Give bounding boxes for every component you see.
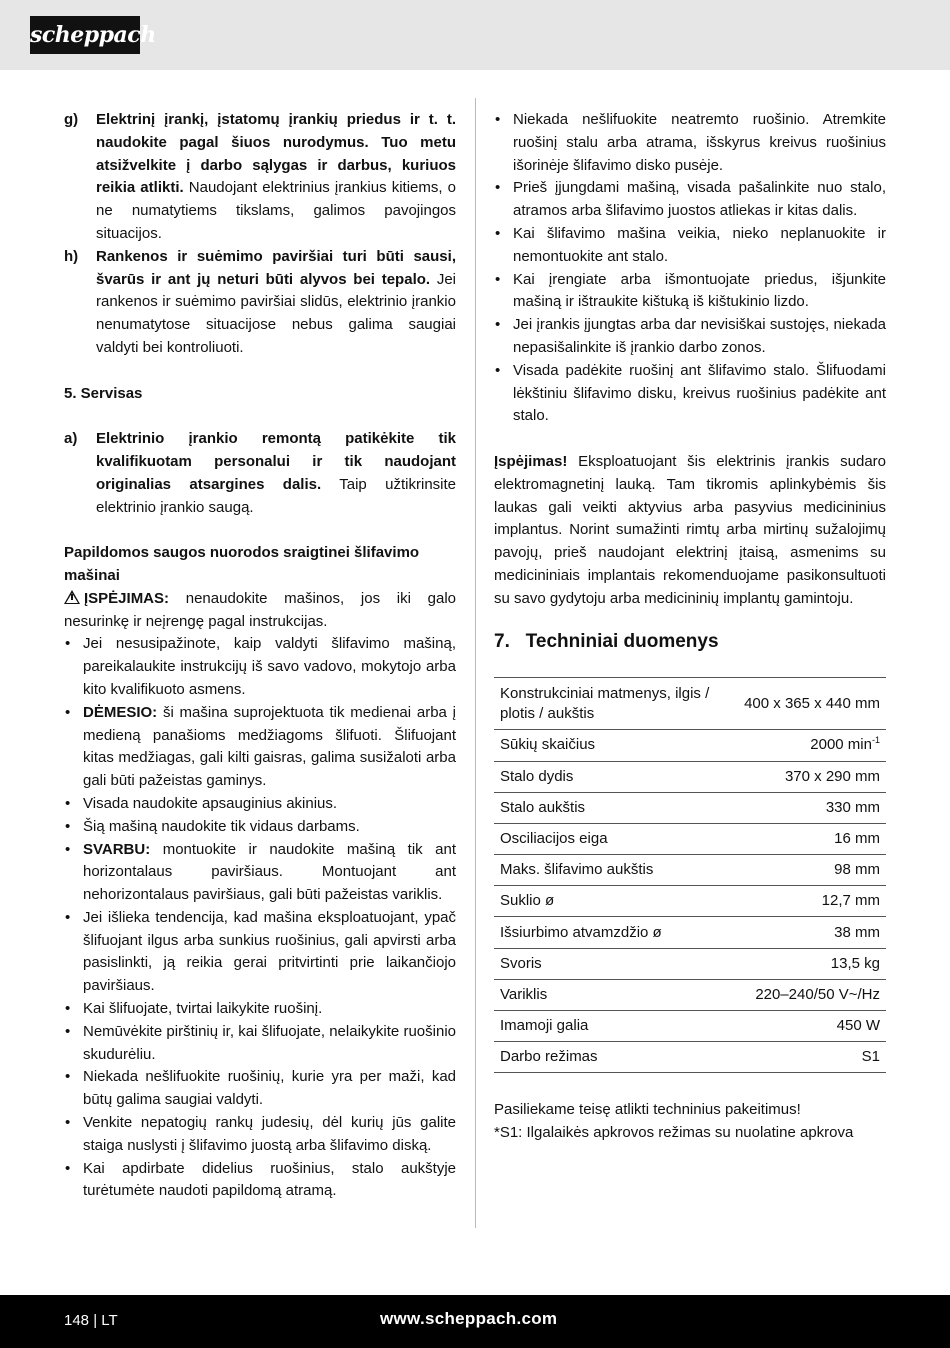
rule-a-label: a) [64,430,78,448]
list-item: • SVARBU: montuokite ir naudokite mašiną tik ant horizontalaus paviršiaus. Montuojant ant nehorizontalaus paviršiaus, gali būti pažeistas variklis. [64,839,456,907]
list-item: • Visada padėkite ruošinį ant šlifavimo stalo. Šlifuodami lėkštiniu šlifavimo disku, kreivus ruošinius padėkite ant stalo. [494,360,886,428]
table-cell-value: 13,5 kg [830,954,880,972]
tech-data-table [494,677,886,1073]
table-row [494,823,886,854]
rule-h-label: h) [64,247,79,265]
right-bullet-list [494,109,886,428]
rule-g-bold: Elektrinį įrankį, įstatomų įrankių priedus ir t. t. naudokite pagal šiuos nurodymus. Tuo metu atsižvelkite į darbo sąlygas ir darbus, kuriuos reikia atlikti. [96,111,456,197]
table-cell-label: Darbo režimas [500,1048,598,1066]
table-cell-value: 450 W [836,1017,880,1035]
column-divider [475,98,476,1228]
table-row [494,979,886,1010]
emf-notice [494,451,886,611]
list-item: • Jei išlieka tendencija, kad mašina eksploatuojant, ypač šlifuojant ilgus arba sunkius ruošinius, gali apvirsti arba pasislinkti, ją reikia gerai pritvirtinti prie laikančiojo paviršiaus. [64,907,456,998]
table-row [494,1042,886,1073]
rule-h [64,246,456,360]
table-row [494,761,886,792]
table-cell-value: 330 mm [825,798,880,816]
extra-safety-heading: Papildomos saugos nuorodos sraigtinei šlifavimo mašinai [64,544,420,584]
table-row [494,855,886,886]
rule-a [64,428,456,519]
warning-text: nenaudokite mašinos, jos iki galo nesurinkę ir neįrengę pagal instrukcijas. [64,589,456,630]
page-footer [0,1295,950,1348]
list-item: • Jei įrankis įjungtas arba dar nevisiškai sustojęs, niekada nepasišalinkite iš įrankio darbo zonos. [494,314,886,360]
rule-g-text: Naudojant elektrinius įrankius kitiems, o ne numatytiems tikslams, galimos pavojingos situacijos. [96,179,456,242]
rule-g [64,109,456,246]
warning-triangle-icon [64,590,80,604]
list-item: • Jei nesusipažinote, kaip valdyti šlifavimo mašiną, pareikalaukite instrukcijų iš savo vadovo, mokytojo arba kito kvalifikuoto asmens. [64,633,456,701]
tech-data-heading: 7. Techniniai duomenys [494,630,719,652]
table-row [494,886,886,917]
table-cell-label: Sūkių skaičius [500,736,596,754]
list-item: • Prieš įjungdami mašiną, visada pašalinkite nuo stalo, atramos arba šlifavimo juostos atliekas ir kitas dalis. [494,177,886,223]
left-column [64,109,456,1203]
rule-a-bold: Elektrinio įrankio remontą patikėkite tik kvalifikuotam personalui ir tik naudojant originalias atsargines dalis. [96,430,456,493]
table-cell-value: 370 x 290 mm [784,767,880,785]
list-item: • Visada naudokite apsauginius akinius. [64,793,456,816]
warning-label: ĮSPĖJIMAS: [84,589,170,607]
page-header [0,0,950,70]
table-cell-value: 2000 $\min^{-1}$ [810,735,880,754]
table-cell-value: S1 [861,1048,880,1066]
table-cell-label: Stalo dydis [500,767,574,785]
table-cell-label: Maks. šlifavimo aukštis [500,861,654,879]
table-cell-value: 16 mm [834,829,880,847]
left-bullet-list [64,633,456,1203]
table-cell-label: Svoris [500,954,542,972]
emf-notice-label: Įspėjimas! [494,452,568,470]
table-row [494,730,886,761]
table-row [494,917,886,948]
table-row [494,1011,886,1042]
page-number: 148 | LT [64,1312,118,1329]
table-row [494,678,886,730]
table-row [494,792,886,823]
table-cell-value: 38 mm [834,923,880,941]
table-cell-value: 220–240/50 V~/Hz [755,985,880,1003]
table-cell-value: 400 x 365 x 440 mm [744,694,880,712]
service-heading: 5. Servisas [64,384,143,402]
list-item: • Niekada nešlifuokite neatremto ruošinio. Atremkite ruošinį stalu arba atrama, išskyrus kreivus ruošinius išorinėje šlifavimo disko pusėje. [494,109,886,177]
website-url: www.scheppach.com [380,1309,558,1328]
emf-notice-text: Eksploatuojant šis elektrinis įrankis sudaro elektromagnetinį lauką. Tam tikromis aplinkybėmis šis laukas gali veikti aktyvius arba pasyvius medicininius implantus. Norint sumažinti rimtų arba mirtinų sužalojimų pavojų, prieš naudojant elektrinį įtaisą, asmenims su medicininiais implantais rekomenduojame pasikonsultuoti su savo gydytoju arba medicininių implantų gamintoju. [494,452,886,607]
tech-note-changes: Pasiliekame teisę atlikti techninius pakeitimus! [494,1101,801,1119]
table-cell-label: Imamoji galia [500,1017,589,1035]
table-cell-value: 12,7 mm [821,892,880,910]
list-item: • Niekada nešlifuokite ruošinių, kurie yra per maži, kad būtų galima saugiai valdyti. [64,1066,456,1112]
list-item: • Venkite nepatogių rankų judesių, dėl kurių jūs galite staiga nuslysti į šlifavimo juostą arba šlifavimo diską. [64,1112,456,1158]
list-item: • Nemūvėkite pirštinių ir, kai šlifuojate, nelaikykite ruošinio skudurėliu. [64,1021,456,1067]
table-cell-label: Stalo aukštis [500,798,586,816]
tech-note-s1: *S1: Ilgalaikės apkrovos režimas su nuolatine apkrova [494,1124,854,1142]
list-item: • Kai šlifuojate, tvirtai laikykite ruošinį. [64,998,456,1021]
rule-h-bold: Rankenos ir suėmimo paviršiai turi būti sausi, švarūs ir ant jų neturi būti alyvos bei tepalo. [96,247,456,288]
table-cell-label: Konstrukciniai matmenys, ilgis / plotis / aukštis [500,684,710,722]
table-cell-value: 98 mm [834,861,880,879]
list-item: • DĖMESIO: ši mašina suprojektuota tik medienai arba į medieną panašioms medžiagoms šlifuoti. Šlifuojant kitas medžiagas, gali kilti gaisras, galima susižaloti arba gali būti pažeistas gaminys. [64,702,456,793]
rule-h-text: Jei rankenos ir suėmimo paviršiai slidūs, elektrinio įrankio nenumatytose situacijose nebus galima saugiai valdyti bei kontroliuoti. [96,270,457,356]
list-item: • Kai įrengiate arba išmontuojate priedus, išjunkite mašiną ir ištraukite kištuką iš kištukinio lizdo. [494,269,886,315]
table-cell-label: Išsiurbimo atvamzdžio ø [500,923,662,941]
brand-logo: scheppach [30,16,140,54]
table-cell-label: Variklis [500,985,548,1003]
table-cell-label: Suklio ø [500,892,555,910]
list-item: • Šią mašiną naudokite tik vidaus darbams. [64,816,456,839]
warning-paragraph [64,588,456,634]
table-cell-label: Osciliacijos eiga [500,829,608,847]
list-item: • Kai šlifavimo mašina veikia, nieko neplanuokite ir nemontuokite ant stalo. [494,223,886,269]
table-row [494,948,886,979]
list-item: • Kai apdirbate didelius ruošinius, stalo aukštyje turėtumėte naudoti papildomą atramą. [64,1158,456,1204]
right-column [494,109,886,1145]
rule-a-text: Taip užtikrinsite elektrinio įrankio saugą. [96,475,456,516]
rule-g-label: g) [64,111,79,128]
